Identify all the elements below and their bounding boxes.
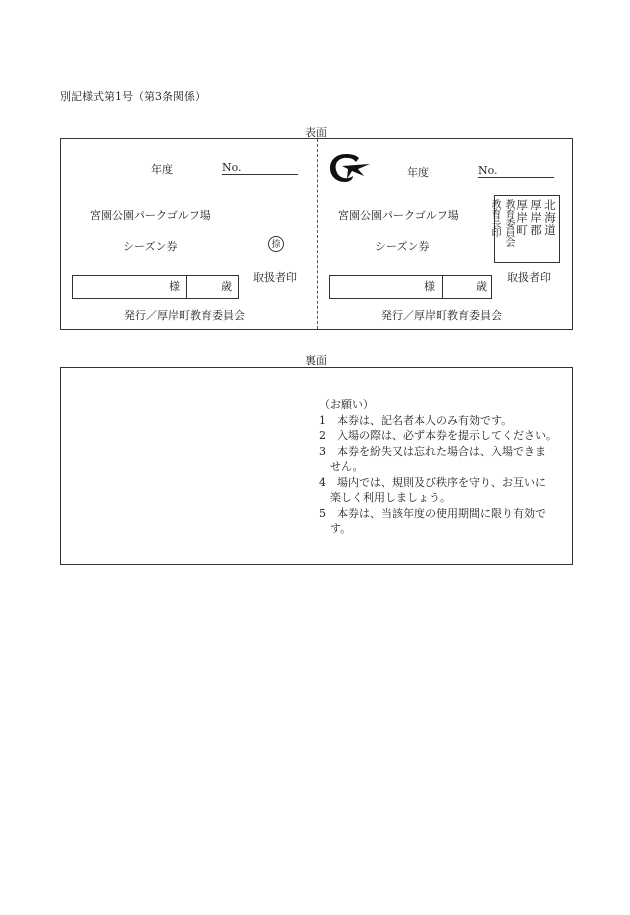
left-year: 年度 xyxy=(151,163,173,176)
right-name-age-field xyxy=(329,275,492,299)
right-facility: 宮園公園パークゴルフ場 xyxy=(338,209,459,222)
form-number: 別記様式第1号（第3条関係） xyxy=(60,90,206,103)
left-handler-seal-label: 取扱者印 xyxy=(253,271,297,284)
left-number-label: No. xyxy=(222,161,242,174)
left-issuer: 発行／厚岸町教育委員会 xyxy=(124,309,245,322)
seal-column-4: 教育委員会 xyxy=(503,199,514,247)
seal-column-2: 厚岸郡 xyxy=(529,199,543,237)
left-stamp-icon: 捺 xyxy=(268,236,284,252)
front-card xyxy=(60,138,573,330)
notes-line: 2 入場の際は、必ず本券を提示してください。 xyxy=(319,429,557,442)
left-ticket-type: シーズン券 xyxy=(123,240,178,253)
right-number-label: No. xyxy=(478,164,498,177)
right-handler-seal-label: 取扱者印 xyxy=(507,271,551,284)
right-number-field xyxy=(478,164,554,178)
right-name-suffix: 様 xyxy=(424,280,435,293)
official-seal xyxy=(489,195,560,263)
left-name-age-field xyxy=(72,275,239,299)
left-facility: 宮園公園パークゴルフ場 xyxy=(90,209,211,222)
right-age-suffix: 歳 xyxy=(476,280,487,293)
left-name-suffix: 様 xyxy=(169,280,180,293)
notes-line: 5 本券は、当該年度の使用期間に限り有効で xyxy=(319,506,546,520)
notes-block xyxy=(319,397,557,537)
right-year: 年度 xyxy=(407,166,429,179)
back-card xyxy=(60,367,573,565)
seal-column-3: 厚岸町 xyxy=(515,199,529,237)
notes-line: せん。 xyxy=(319,460,364,473)
notes-line: 楽しく利用しましょう。 xyxy=(319,491,451,504)
seal-column-5: 教育長印 xyxy=(489,199,500,237)
notes-line: 3 本券を紛失又は忘れた場合は、入場できま xyxy=(319,444,546,458)
left-age-suffix: 歳 xyxy=(221,280,232,293)
seal-column-1: 北海道 xyxy=(543,199,557,237)
back-label: 裏面 xyxy=(305,354,327,367)
right-name-divider xyxy=(442,276,443,298)
town-emblem-icon xyxy=(328,152,372,184)
left-number-field xyxy=(222,161,298,175)
right-issuer: 発行／厚岸町教育委員会 xyxy=(381,309,502,322)
left-name-divider xyxy=(186,276,187,298)
right-ticket-type: シーズン券 xyxy=(375,240,430,253)
front-label: 表面 xyxy=(305,126,327,139)
notes-line: 4 場内では、規則及び秩序を守り、お互いに xyxy=(319,475,546,489)
notes-line: す。 xyxy=(319,522,352,535)
perforation-line xyxy=(317,139,318,329)
notes-line: 1 本券は、記名者本人のみ有効です。 xyxy=(319,413,513,427)
notes-title: （お願い） xyxy=(319,398,374,411)
